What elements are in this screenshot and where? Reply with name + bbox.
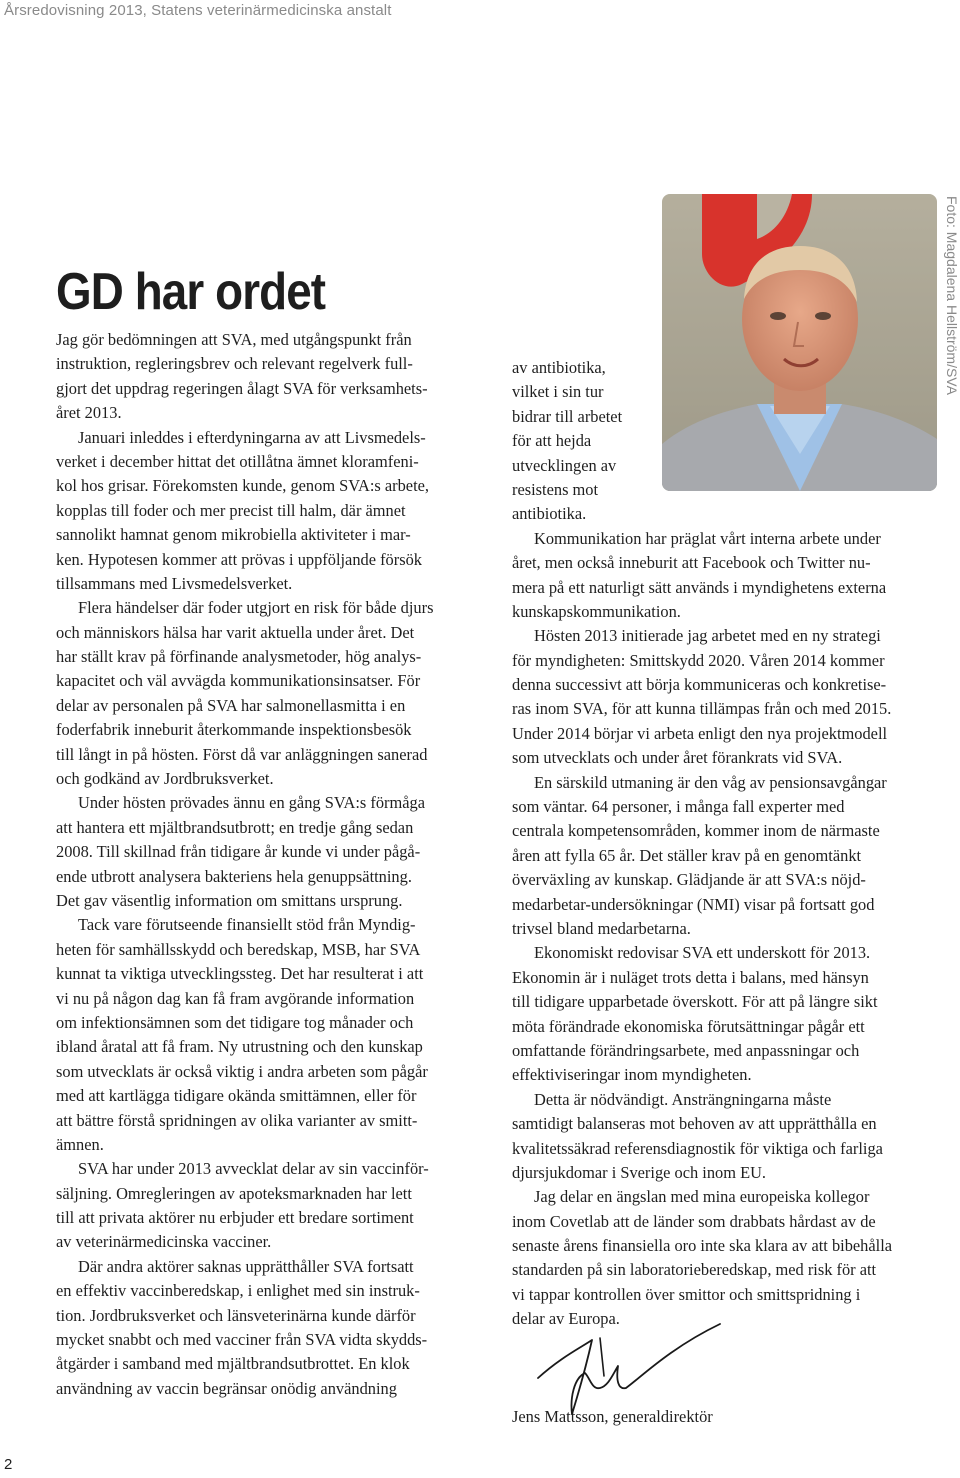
left-column-line: Under hösten prövades ännu en gång SVA:s förmåga bbox=[78, 793, 426, 813]
left-column-line: kol hos grisar. Förekomsten kunde, genom SVA:s arbete, bbox=[56, 476, 429, 496]
right-column-line: medarbetar-undersökningar (NMI) visar på fortsatt god bbox=[512, 894, 875, 914]
left-column-line: vi nu på någon dag kan få fram avgörande information bbox=[56, 988, 415, 1008]
right-column-line: En särskild utmaning är den våg av pensionsavgångar bbox=[534, 772, 887, 792]
right-column-line: åren att fylla 65 år. Det ställer krav på en genomtänkt bbox=[512, 845, 862, 865]
page-number: 2 bbox=[4, 1456, 13, 1473]
left-column-line: som utvecklats är också viktig i andra arbeten som pågår bbox=[56, 1061, 428, 1081]
right-column-line: utvecklingen av bbox=[512, 455, 617, 475]
left-column-line: en effektiv vaccinberedskap, i enlighet med sin instruk- bbox=[56, 1281, 420, 1301]
left-column-line: 2008. Till skillnad från tidigare år kunde vi under pågå- bbox=[56, 842, 421, 862]
left-column-line: ende utbrott analysera bakteriens hela genuppsättning. bbox=[56, 866, 412, 886]
left-column-line: av veterinärmedicinska vacciner. bbox=[56, 1232, 272, 1252]
left-column-line: Januari inleddes i efterdyningarna av att Livsmedels- bbox=[78, 427, 426, 447]
right-column-line: överväxling av kunskap. Glädjande är att SVA:s nöjd- bbox=[512, 870, 866, 890]
left-column-line: ämnen. bbox=[56, 1134, 104, 1154]
left-column-line: kapacitet och väl avvägda kommunikationsinsatser. För bbox=[56, 671, 421, 691]
left-column-line: instruktion, regleringsbrev och relevant regelverk full- bbox=[56, 354, 413, 374]
left-column-line: har ställt krav på förfinande analysmetoder, hög analys- bbox=[56, 647, 422, 667]
right-column-line: Jag delar en ängslan med mina europeiska kollegor bbox=[534, 1187, 870, 1207]
left-column-line: kunnat ta viktiga utvecklingssteg. Det har resulterat i att bbox=[56, 964, 424, 984]
right-column-line: bidrar till arbetet bbox=[512, 406, 623, 426]
right-column-line: denna successivt att börja kommuniceras och konkretise- bbox=[512, 675, 887, 695]
left-column-line: Flera händelser där foder utgjort en risk för både djurs bbox=[78, 598, 434, 618]
right-column-line: till tidigare upparbetade överskott. För att på längre sikt bbox=[512, 992, 878, 1012]
right-column bbox=[512, 356, 952, 1429]
right-column-line: Under 2014 börjar vi arbeta enligt den nya projektmodell bbox=[512, 723, 888, 743]
right-column-line: mera på ett naturligt sätt används i myndighetens externa bbox=[512, 577, 887, 597]
left-column-line: Där andra aktörer saknas upprätthåller SVA fortsatt bbox=[78, 1256, 414, 1276]
left-column-line: sannolikt hamnat genom mikrobiella aktiviteter i mar- bbox=[56, 525, 411, 545]
left-column-line: till att privata aktörer nu erbjuder ett bredare sortiment bbox=[56, 1208, 414, 1228]
left-column-line: att hantera ett mjältbrandsutbrott; en tredje gång sedan bbox=[56, 817, 414, 837]
left-column-line: mycket snabbt och med vacciner från SVA vidta skydds- bbox=[56, 1330, 428, 1350]
left-column-line: med att kartlägga tidigare okända smittämnen, eller för bbox=[56, 1086, 417, 1106]
right-column-line: året, men också inneburit att Facebook och Twitter nu- bbox=[512, 553, 871, 573]
left-column-line: gjort det uppdrag regeringen ålagt SVA för verksamhets- bbox=[56, 378, 428, 398]
right-column-line: kvalitetssäkrad referensdiagnostik för viktiga och farliga bbox=[512, 1138, 883, 1158]
right-column-line: omfattande förändringsarbete, med anpassningar och bbox=[512, 1040, 860, 1060]
right-column-line: som utvecklats och under året förankrats vid SVA. bbox=[512, 748, 843, 768]
signature bbox=[530, 1318, 730, 1418]
left-column-line: verket i december hittat det otillåtna ämnet kloramfeni- bbox=[56, 451, 419, 471]
left-column-line: om infektionsämnen som det tidigare tog månader och bbox=[56, 1012, 414, 1032]
right-column-line: av antibiotika, bbox=[512, 358, 606, 377]
right-column-line: samtidigt balanseras mot behoven av att upprätthålla en bbox=[512, 1114, 877, 1134]
left-column-line: ken. Hypotesen kommer att prövas i uppföljande försök bbox=[56, 549, 422, 569]
right-column-line: trivsel bland medarbetarna. bbox=[512, 918, 691, 938]
right-column-line: delar av Europa. bbox=[512, 1309, 620, 1329]
left-column-line: och godkänd av Jordbruksverket. bbox=[56, 769, 274, 789]
right-column-line: inom Covetlab att de länder som drabbats hårdast av de bbox=[512, 1211, 876, 1231]
left-column-line: SVA har under 2013 avvecklat delar av sin vaccinför- bbox=[78, 1159, 429, 1179]
right-column-line: Detta är nödvändigt. Ansträngningarna måste bbox=[534, 1089, 832, 1109]
left-column-line: säljning. Omregleringen av apoteksmarknaden har lett bbox=[56, 1183, 412, 1203]
right-column-line: ras inom SVA, för att kunna tillämpas från och med 2015. bbox=[512, 699, 892, 719]
right-column-line: Hösten 2013 initierade jag arbetet med en ny strategi bbox=[534, 626, 881, 646]
left-column-line: kopplas till foder och mer precist till halm, där ämnet bbox=[56, 500, 406, 520]
left-column-line: tillsammans med Livsmedelsverket. bbox=[56, 573, 293, 593]
running-head: Årsredovisning 2013, Statens veterinärmedicinska anstalt bbox=[4, 2, 392, 19]
right-column-line: centrala kompetensområden, kommer inom de närmaste bbox=[512, 821, 880, 841]
left-column-line: att bättre förstå spridningen av olika varianter av smitt- bbox=[56, 1110, 418, 1130]
left-column-line: Tack vare förutseende finansiellt stöd från Myndig- bbox=[78, 915, 416, 935]
left-column-line: delar av personalen på SVA har salmonellasmitta i en bbox=[56, 695, 406, 715]
right-column-line: senaste årens finansiella oro inte ska klara av att bibehålla bbox=[512, 1236, 893, 1256]
right-column-line: vi tappar kontrollen över smittor och smittspridning i bbox=[512, 1284, 861, 1304]
right-column-line: Ekonomin är i nuläget trots detta i balans, med hänsyn bbox=[512, 967, 869, 987]
right-column-line: kunskapskommunikation. bbox=[512, 601, 681, 621]
page-title: GD har ordet bbox=[56, 263, 326, 321]
left-column-line: Det gav väsentlig information om smittans ursprung. bbox=[56, 890, 403, 910]
right-column-line: möta förändrade ekonomiska förutsättningar pågår ett bbox=[512, 1016, 865, 1036]
left-column-line: ibland åratal att få fram. Ny utrustning och den kunskap bbox=[56, 1037, 423, 1057]
left-column-line: foderfabrik inneburit återkommande inspektionsbesök bbox=[56, 720, 412, 740]
left-column bbox=[56, 328, 481, 1401]
right-column-line: Ekonomiskt redovisar SVA ett underskott för 2013. bbox=[534, 943, 871, 963]
right-column-line: vilket i sin tur bbox=[512, 382, 604, 402]
left-column-line: Jag gör bedömningen att SVA, med utgångspunkt från bbox=[56, 330, 412, 349]
left-column-line: året 2013. bbox=[56, 403, 122, 423]
right-column-line: antibiotika. bbox=[512, 504, 587, 524]
left-column-line: åtgärder i samband med mjältbrandsutbrottet. En klok bbox=[56, 1354, 410, 1374]
right-column-line: standarden på sin laboratorieberedskap, med risk för att bbox=[512, 1260, 877, 1280]
right-column-line: för myndigheten: Smittskydd 2020. Våren 2014 kommer bbox=[512, 650, 885, 670]
right-column-line: effektiviseringar inom myndigheten. bbox=[512, 1065, 752, 1085]
right-column-line: Jens Mattsson, generaldirektör bbox=[512, 1406, 713, 1426]
left-column-line: användning av vaccin begränsar onödig användning bbox=[56, 1378, 397, 1398]
right-column-line: för att hejda bbox=[512, 431, 592, 451]
left-column-line: och människors hälsa har varit aktuella under året. Det bbox=[56, 622, 415, 642]
right-column-line: Kommunikation har präglat vårt interna arbete under bbox=[534, 528, 881, 548]
left-column-line: tion. Jordbruksverket och länsveterinärna kunde därför bbox=[56, 1305, 416, 1325]
right-column-line: resistens mot bbox=[512, 479, 599, 499]
right-column-line: som väntar. 64 personer, i många fall experter med bbox=[512, 797, 845, 817]
left-column-line: till långt in på hösten. Först då var anläggningen sanerad bbox=[56, 744, 428, 764]
left-column-line: heten för samhällsskydd och beredskap, MSB, har SVA bbox=[56, 939, 421, 959]
right-column-line: djursjukdomar i Sverige och inom EU. bbox=[512, 1162, 767, 1182]
